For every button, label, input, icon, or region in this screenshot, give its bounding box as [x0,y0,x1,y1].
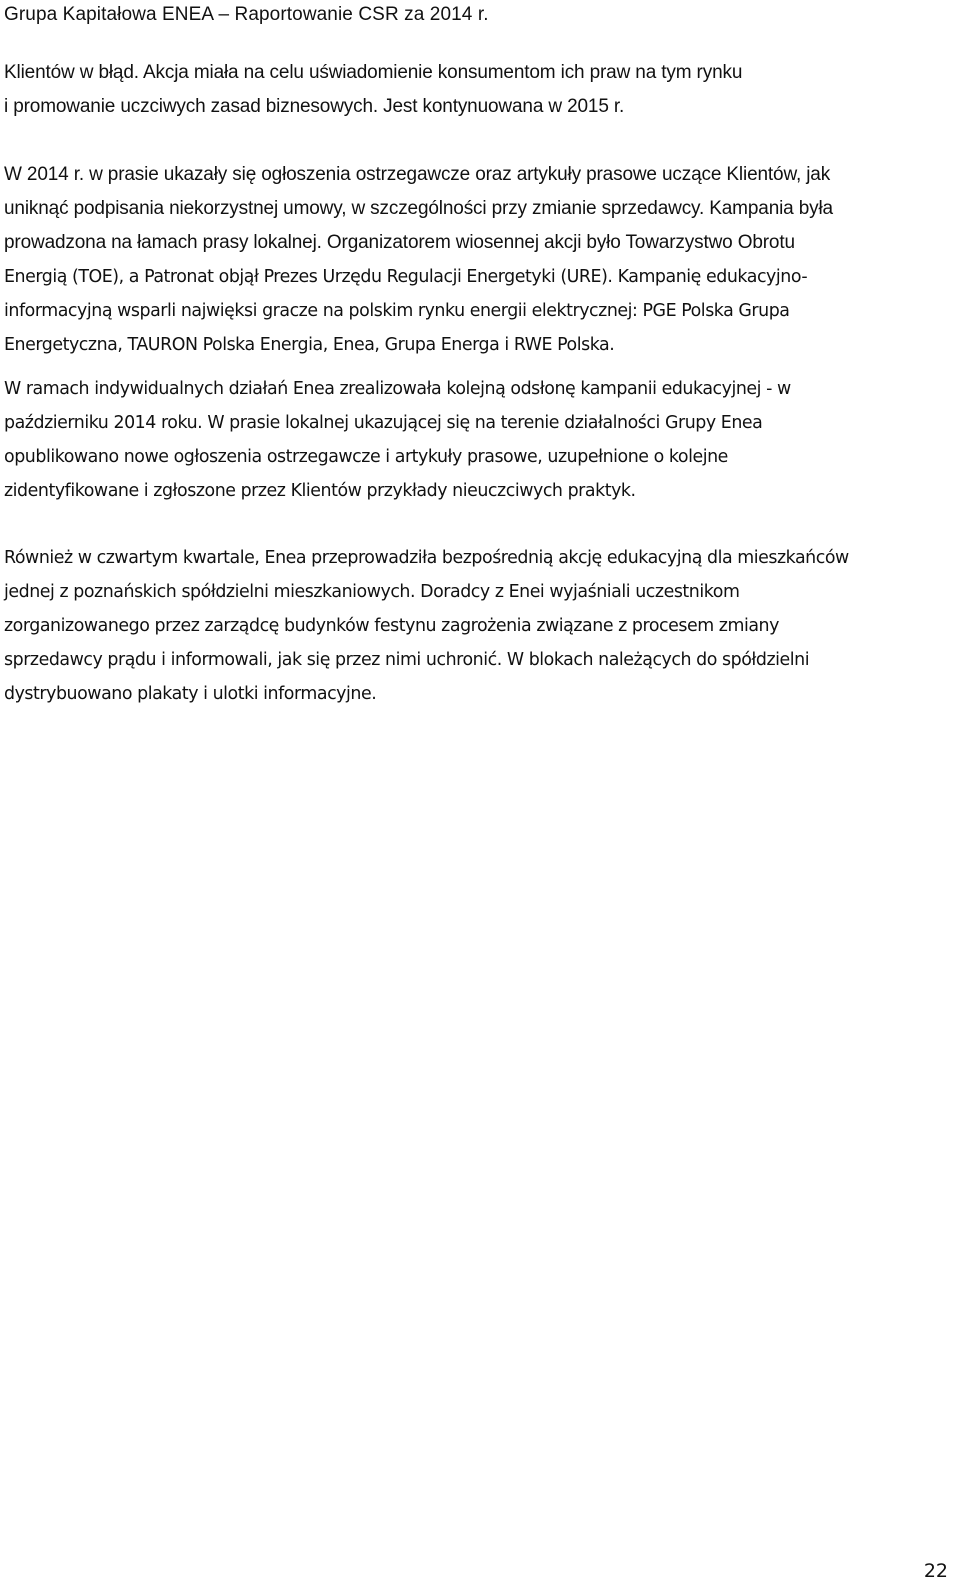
paragraph-line: W 2014 r. w prasie ukazały się ogłoszenia ostrzegawcze oraz artykuły prasowe uczące Klientów, jak [4,164,831,185]
page-header-title: Grupa Kapitałowa ENEA – Raportowanie CSR za 2014 r. [4,4,489,25]
paragraph-4 [4,541,954,711]
paragraph-line: Również w czwartym kwartale, Enea przeprowadziła bezpośrednią akcję edukacyjną dla mieszkańców [4,548,849,568]
paragraph-line: Energetyczna, TAURON Polska Energia, Enea, Grupa Energa i RWE Polska. [4,335,615,355]
paragraph-line: informacyjną wsparli najwięksi gracze na polskim rynku energii elektrycznej: PGE Polska Grupa [4,301,790,321]
paragraph-line: zidentyfikowane i zgłoszone przez Klientów przykłady nieuczciwych praktyk. [4,481,636,501]
paragraph-2 [4,158,954,362]
paragraph-1 [4,56,954,124]
paragraph-line: W ramach indywidualnych działań Enea zrealizowała kolejną odsłonę kampanii edukacyjnej - w [4,379,791,399]
page-number: 22 [923,1560,948,1582]
paragraph-line: sprzedawcy prądu i informowali, jak się przez nimi uchronić. W blokach należących do spółdzielni [4,650,810,670]
paragraph-line: jednej z poznańskich spółdzielni mieszkaniowych. Doradcy z Enei wyjaśniali uczestnikom [4,582,740,602]
paragraph-3 [4,372,954,508]
paragraph-line: Energią (TOE), a Patronat objął Prezes Urzędu Regulacji Energetyki (URE). Kampanię edukacyjno- [4,267,808,287]
paragraph-line: październiku 2014 roku. W prasie lokalnej ukazującej się na terenie działalności Grupy Enea [4,413,763,433]
paragraph-line: uniknąć podpisania niekorzystnej umowy, w szczególności przy zmianie sprzedawcy. Kampania była [4,198,833,219]
paragraph-line: zorganizowanego przez zarządcę budynków festynu zagrożenia związane z procesem zmiany [4,616,779,636]
paragraph-line: dystrybuowano plakaty i ulotki informacyjne. [4,684,377,704]
paragraph-line: opublikowano nowe ogłoszenia ostrzegawcze i artykuły prasowe, uzupełnione o kolejne [4,447,728,467]
paragraph-line: prowadzona na łamach prasy lokalnej. Organizatorem wiosennej akcji było Towarzystwo Obrotu [4,232,795,253]
paragraph-line: i promowanie uczciwych zasad biznesowych. Jest kontynuowana w 2015 r. [4,96,625,117]
paragraph-line: Klientów w błąd. Akcja miała na celu uświadomienie konsumentom ich praw na tym rynku [4,62,743,83]
